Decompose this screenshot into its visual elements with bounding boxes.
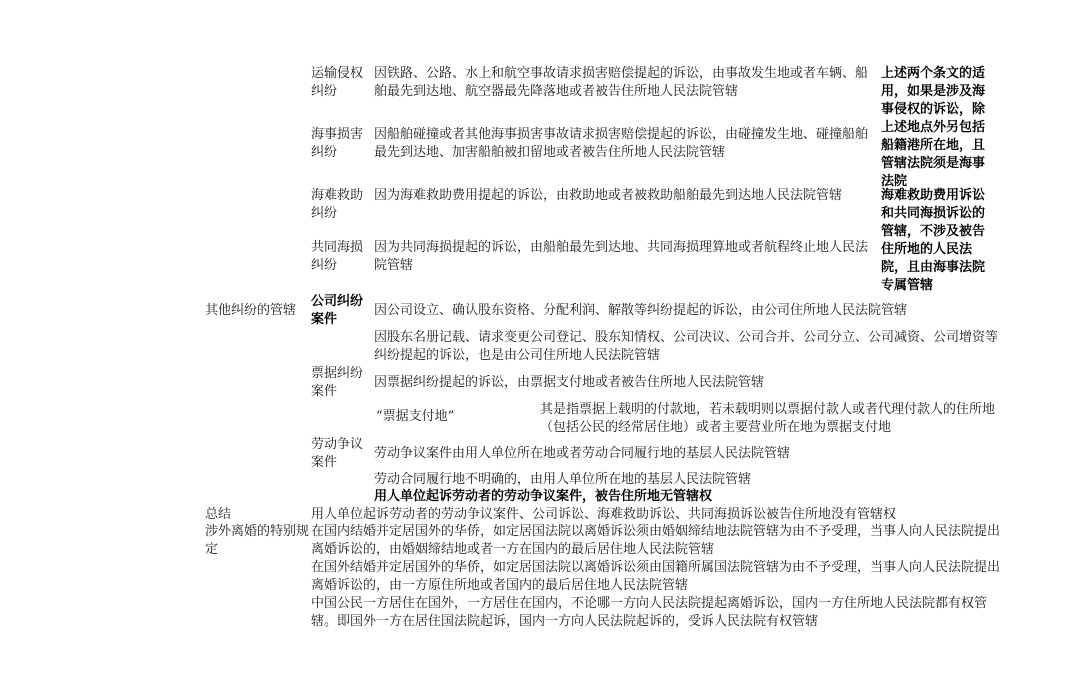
other-disputes-heading: 其他纠纷的管辖: [205, 303, 297, 318]
maritime-label-1: 运输侵权纠纷: [311, 66, 364, 99]
foreign-divorce-item-2: 在国外结婚并定居国外的华侨，如定居国法院以离婚诉讼须由国籍所属国法院管辖为由不予受理，当事人向人民法院提出离婚诉讼的，由一方原住所地或者国内的最后居住地人民法院管辖: [311, 560, 1001, 593]
company-label: 公司纠纷案件: [311, 294, 364, 327]
bill-label: 票据纠纷案件: [311, 366, 364, 399]
maritime-text-3: 因为海难救助费用提起的诉讼，由救助地或者被救助船舶最先到达地人民法院管辖: [374, 188, 843, 203]
maritime-text-4: 因为共同海损提起的诉讼，由船舶最先到达地、共同海损理算地或者航程终止地人民法院管辖: [374, 240, 869, 273]
maritime-label-2: 海事损害纠纷: [311, 127, 364, 160]
labor-text-1: 劳动争议案件由用人单位所在地或者劳动合同履行地的基层人民法院管辖: [374, 446, 791, 461]
bill-text: 因票据纠纷提起的诉讼，由票据支付地或者被告住所地人民法院管辖: [374, 375, 765, 390]
foreign-divorce-item-3: 中国公民一方居住在国外，一方居住在国内，不论哪一方向人民法院提起离婚诉讼，国内一方住所地人民法院都有权管辖。即国外一方在居住国法院起诉，国内一方向人民法院起诉的，受诉人民法院有权管辖: [311, 596, 988, 629]
maritime-note-1: 上述两个条文的适用，如果是涉及海事侵权的诉讼，除上述地点外另包括船籍港所在地，且管辖法院须是海事法院: [881, 66, 986, 189]
labor-label: 劳动争议案件: [311, 437, 364, 470]
labor-text-3: 用人单位起诉劳动者的劳动争议案件，被告住所地无管辖权: [374, 489, 713, 504]
company-text-1: 因公司设立、确认股东资格、分配利润、解散等纠纷提起的诉讼，由公司住所地人民法院管辖: [374, 303, 908, 318]
bill-term-definition: 其是指票据上载明的付款地，若未载明则以票据付款人或者代理付款人的住所地（包括公民的经常居住地）或者主要营业所在地为票据支付地: [540, 402, 996, 435]
labor-text-2: 劳动合同履行地不明确的，由用人单位所在地的基层人民法院管辖: [374, 472, 752, 487]
foreign-divorce-label: 涉外离婚的特别规定: [205, 524, 310, 557]
maritime-text-2: 因船舶碰撞或者其他海事损害事故请求损害赔偿提起的诉讼，由碰撞发生地、碰撞船舶最先到达地、加害船舶被扣留地或者被告住所地人民法院管辖: [374, 127, 869, 160]
maritime-label-4: 共同海损纠纷: [311, 240, 364, 273]
maritime-label-3: 海难救助纠纷: [311, 188, 364, 221]
summary-label: 总结: [205, 507, 232, 522]
summary-text: 用人单位起诉劳动者的劳动争议案件、公司诉讼、海难救助诉讼、共同海损诉讼被告住所地没有管辖权: [311, 507, 897, 522]
maritime-text-1: 因铁路、公路、水上和航空事故请求损害赔偿提起的诉讼，由事故发生地或者车辆、船舶最先到达地、航空器最先降落地或者被告住所地人民法院管辖: [374, 66, 869, 99]
company-text-2: 因股东名册记载、请求变更公司登记、股东知情权、公司决议、公司合并、公司分立、公司减资、公司增资等纠纷提起的诉讼，也是由公司住所地人民法院管辖: [374, 330, 999, 363]
bill-term: “票据支付地”: [376, 409, 455, 424]
maritime-note-2: 海难救助费用诉讼和共同海损诉讼的管辖，不涉及被告住所地的人民法院，且由海事法院专属管辖: [881, 188, 986, 293]
foreign-divorce-item-1: 在国内结婚并定居国外的华侨，如定居国法院以离婚诉讼须由婚姻缔结地法院管辖为由不予受理，当事人向人民法院提出离婚诉讼的，由婚姻缔结地或者一方在国内的最后居住地人民法院管辖: [311, 524, 1001, 557]
